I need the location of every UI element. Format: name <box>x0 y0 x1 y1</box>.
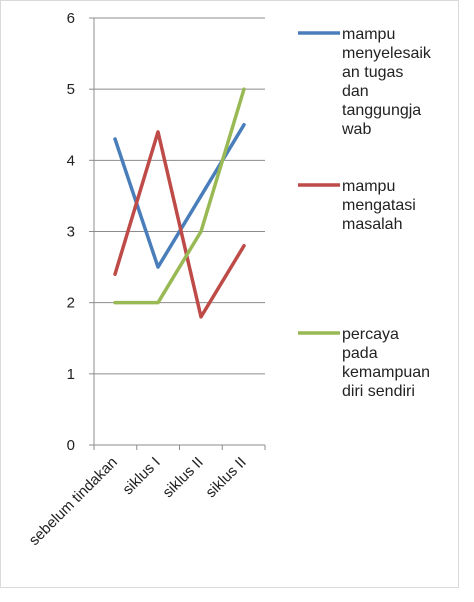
legend-label: pada <box>342 345 378 362</box>
legend-label: percaya <box>342 326 399 343</box>
legend <box>298 26 432 400</box>
legend-label: menyelesaik <box>342 45 431 62</box>
legend-label: tanggungja <box>342 102 422 119</box>
legend-label: wab <box>342 121 372 138</box>
x-tick-labels <box>26 454 250 549</box>
legend-label: kemampuan <box>342 364 431 381</box>
x-tick-label: siklus II <box>202 453 250 502</box>
gridlines <box>94 18 265 374</box>
legend-label: an tugas <box>342 64 404 81</box>
legend-label: mampu <box>342 178 396 195</box>
legend-label: masalah <box>342 216 403 233</box>
y-tick-labels <box>67 10 75 454</box>
legend-label: mengatasi <box>342 197 416 214</box>
series-lines <box>115 89 244 317</box>
x-tick-label: siklus II <box>159 453 207 502</box>
legend-label: dan <box>342 83 369 100</box>
y-tick-label: 1 <box>66 365 75 383</box>
y-tick-label: 2 <box>66 294 75 312</box>
y-tick-label: 4 <box>66 152 75 170</box>
series-line-1 <box>115 125 244 267</box>
y-tick-label: 5 <box>66 81 75 99</box>
x-tick-label: sebelum tindakan <box>25 453 121 549</box>
x-tick-label: siklus I <box>119 453 164 499</box>
y-tick-label: 0 <box>66 437 75 454</box>
y-tick-label: 6 <box>66 10 75 27</box>
legend-label: diri sendiri <box>342 383 415 400</box>
legend-label: mampu <box>342 26 396 43</box>
y-tick-label: 3 <box>66 223 75 241</box>
